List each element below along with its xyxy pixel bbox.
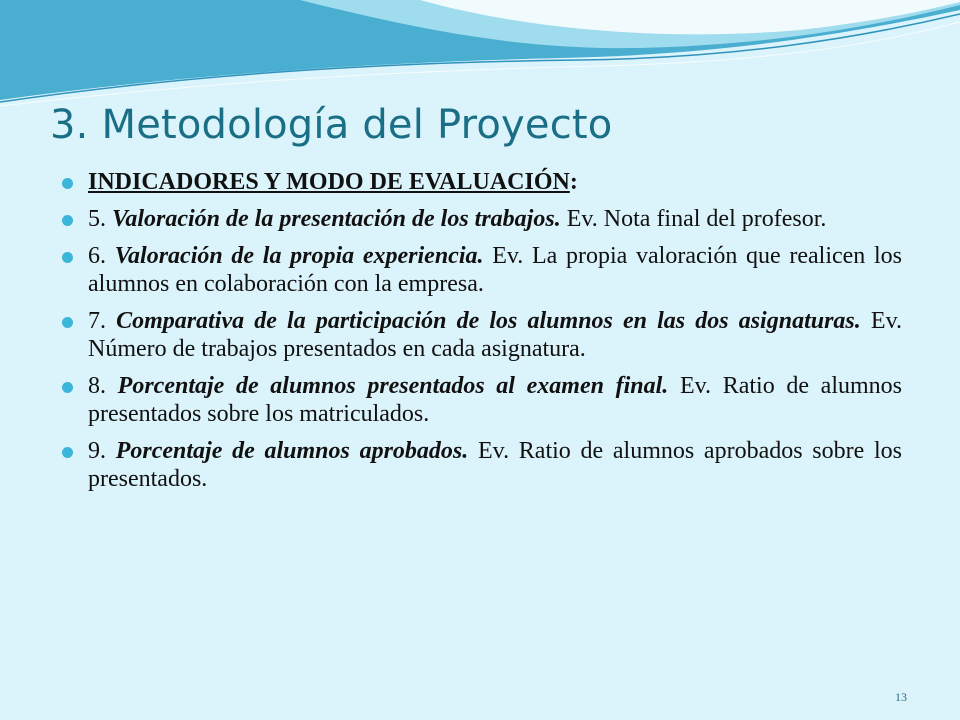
bullet-item-5 [62,205,902,233]
item-number: 5. [88,206,112,232]
heading-colon: : [569,169,578,195]
item-indicator-name: Porcentaje de alumnos presentados al examen final. [117,373,669,399]
bullet-heading [62,168,902,196]
bullet-item-6 [62,242,902,298]
header-wave-decoration [0,0,960,110]
item-indicator-name: Valoración de la propia experiencia. [114,243,484,269]
bullet-item-9 [62,437,902,493]
bullet-item-7 [62,307,902,363]
item-indicator-name: Valoración de la presentación de los trabajos. [112,206,561,232]
bullet-list [62,168,902,493]
item-number: 7. [88,308,117,334]
bullet-dot-icon [62,317,73,328]
item-evaluation: Ev. La propia valoración que realicen los alumnos en colaboración con la empresa. [88,243,903,297]
item-evaluation: Ev. Ratio de alumnos presentados sobre los matriculados. [88,373,903,427]
item-indicator-name: Comparativa de la participación de los alumnos en las dos asignaturas. [116,308,861,334]
bullet-dot-icon [62,382,73,393]
item-number: 9. [88,438,116,464]
item-indicator-name: Porcentaje de alumnos aprobados. [115,438,469,464]
item-number: 6. [88,243,115,269]
bullet-dot-icon [62,178,73,189]
item-evaluation: Ev. Ratio de alumnos aprobados sobre los presentados. [88,438,903,492]
bullet-dot-icon [62,447,73,458]
page-number: 13 [895,690,907,704]
bullet-dot-icon [62,215,73,226]
item-number: 8. [88,373,118,399]
bullet-dot-icon [62,252,73,263]
slide-content [62,168,902,502]
indicators-heading: INDICADORES Y MODO DE EVALUACIÓN [88,169,570,195]
bullet-item-8 [62,372,902,428]
slide-title: 3. Metodología del Proyecto [50,102,613,148]
item-evaluation: Ev. Número de trabajos presentados en cada asignatura. [88,308,903,362]
item-evaluation: Ev. Nota final del profesor. [560,206,827,232]
